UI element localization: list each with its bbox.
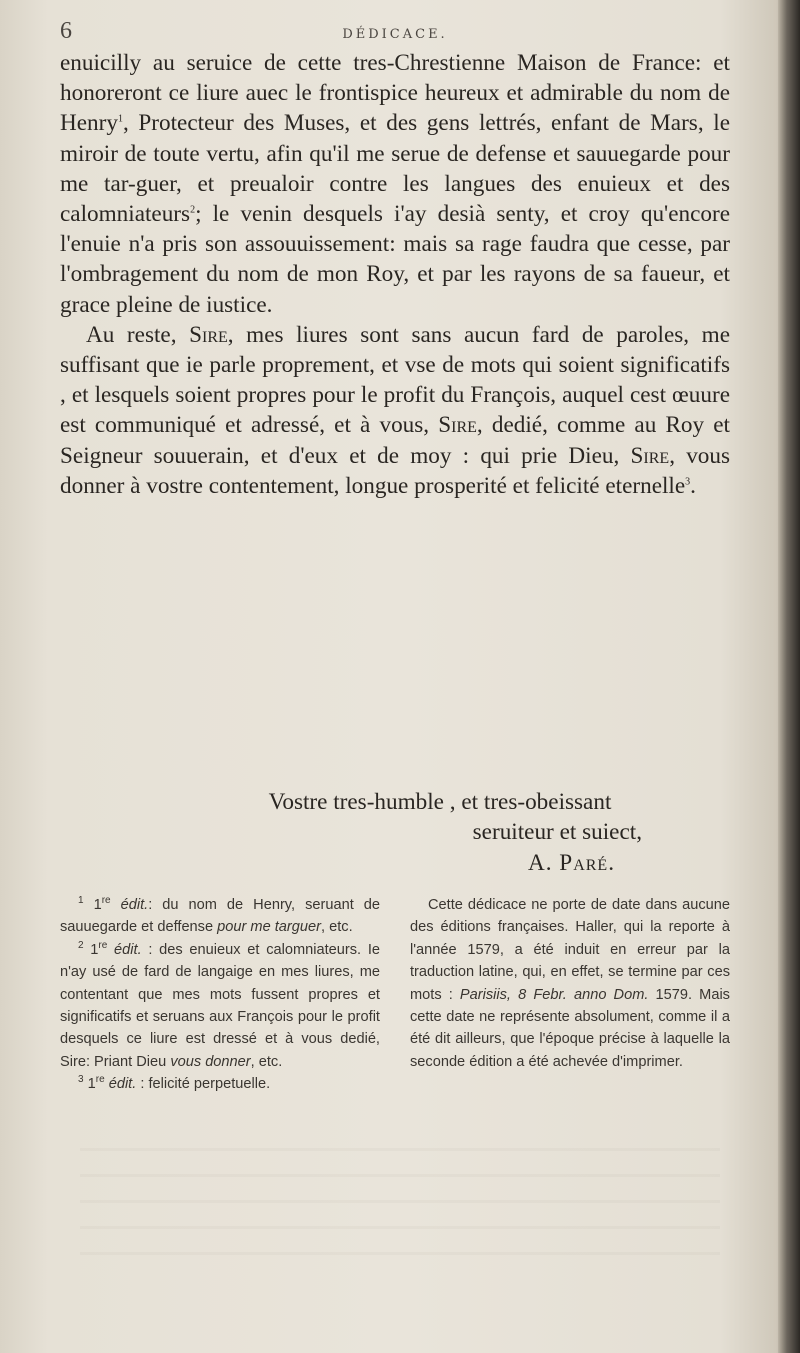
footnotes-left-column xyxy=(60,894,380,1096)
footnote-2: $^2$ 1re édit. : des enuieux et calomniateurs. Ie n'ay usé de fard de langaige en mes liures, me contentant que mes mots fussent propres et significatifs et seruans aux François pour le profit desquels ce liure est dressé et à vous dedié, Sire: Priant Dieu vous donner, etc. xyxy=(60,939,380,1070)
page-number: 6 xyxy=(60,18,72,44)
editor-note: Cette dédicace ne porte de date dans aucune des éditions françaises. Haller, qui la reporte à l'année 1579, a été induit en erreur par la traduction latine, qui, en effet, se termine par ces mots : Parisiis, 8 Febr. anno Dom. 1579. Mais cette date ne représente absolument, comme il a été dit ailleurs, que l'époque précise à laquelle la seconde édition a été achevée d'imprimer. xyxy=(410,897,730,1070)
signature-line-2: seruiteur et suiect, xyxy=(472,819,642,845)
footnote-ref-3: 3 xyxy=(685,476,691,488)
page-header xyxy=(60,18,730,48)
signature-line-1: Vostre tres-humble , et tres-obeissant xyxy=(268,789,612,815)
signature-author: A. Paré. xyxy=(527,850,615,876)
running-title: DÉDICACE. xyxy=(342,27,448,42)
paragraph-1: enuicilly au seruice de cette tres-Chrestienne Maison de France: et honoreront ce liure auec le frontispice heureux et admirable du nom de Henry$^1$, Protecteur des Muses, et des gens lettrés, enfant de Mars, le miroir de toute vertu, afin qu'il me serue de defense et sauuegarde pour me tar-guer, et preualoir contre les langues des enuieux et des calomniateurs$^2$; le venin desquels i'ay desià senty, et croy qu'encore l'enuie n'a pris son assouuissement: mais sa rage faudra que cesse, par l'ombragement du nom de mon Roy, et par les rayons de sa faueur, et grace pleine de iustice. xyxy=(60,50,730,318)
footnote-ref-1: 1 xyxy=(117,113,123,125)
footnotes-right-column xyxy=(410,894,730,1096)
footnote-1: $^1$ 1re édit.: du nom de Henry, seruant de sauuegarde et deffense pour me targuer, etc. xyxy=(60,895,381,936)
footnotes xyxy=(60,894,730,1096)
paragraph-2: Au reste, Sire, mes liures sont sans aucun fard de paroles, me suffisant que ie parle proprement, et vse de mots qui soient significatifs , et lesquels soient propres pour le profit du François, auquel cest œuure est communiqué et adressé, et à vous, Sire, dedié, comme au Roy et Seigneur souuerain, et d'eux et de moy : qui prie Dieu, Sire, vous donner à vostre contentement, longue prosperité et felicité eternelle$^3$. xyxy=(60,321,731,499)
footnote-3: $^3$ 1re édit. : felicité perpetuelle. xyxy=(78,1074,271,1093)
show-through-smudge xyxy=(80,1145,720,1255)
footnote-ref-2: 2 xyxy=(190,204,196,216)
page-edge-shadow xyxy=(778,0,800,1353)
main-text xyxy=(60,48,730,501)
